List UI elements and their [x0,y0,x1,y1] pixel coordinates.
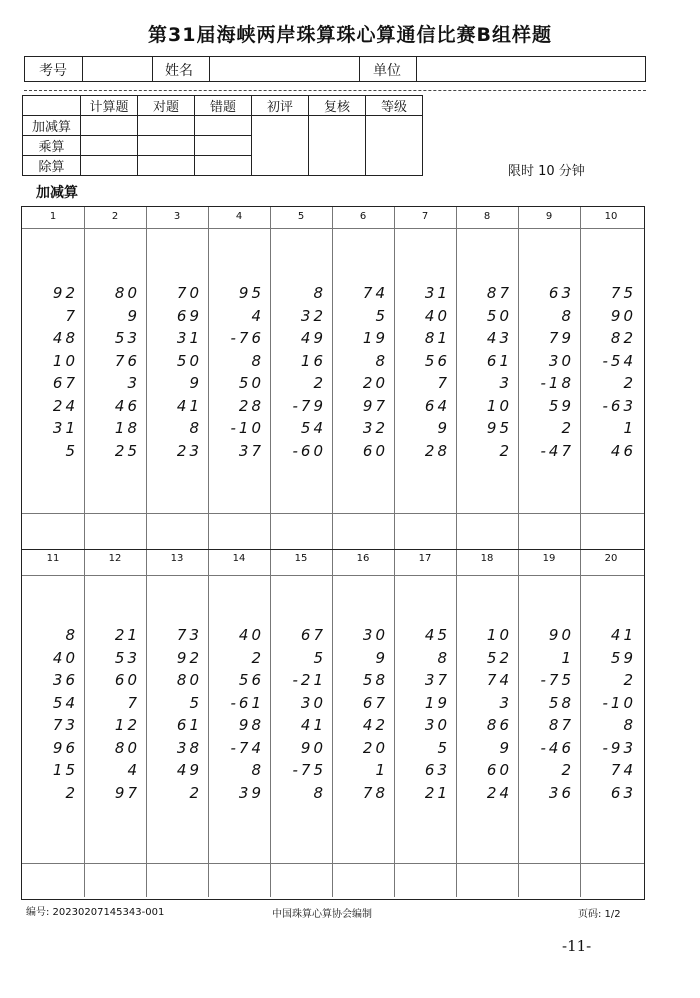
problem-number: 15 [294,553,308,564]
problem-value: 82 [610,329,636,347]
score-cell[interactable] [138,116,195,136]
serial-number: 编号: 20230207145343-001 [26,907,165,918]
problem-value: 67 [300,626,326,644]
problem-value: 30 [424,716,450,734]
problem-value: 40 [424,306,450,325]
problem-value: 8 [251,351,264,370]
page-number: -11- [562,937,592,955]
problem-value: 73 [52,716,78,734]
score-row-label: 加减算 [23,116,81,136]
problem-value: 86 [486,716,512,734]
problem-value: 96 [52,738,78,757]
problem-value: 9 [375,648,388,667]
problem-value: 50 [176,351,202,370]
problem-value: 60 [362,441,388,460]
cut-line [24,90,646,91]
score-cell[interactable] [138,156,195,176]
problem-value: 23 [176,441,202,460]
problem-value: -61 [230,693,264,712]
problem-value: 56 [238,671,264,689]
problem-value: -63 [602,396,636,415]
problem-value: 25 [114,441,140,460]
problem-value: 31 [424,284,450,302]
problem-value: 67 [52,374,78,392]
problem-value: 1 [623,419,636,437]
problem-value: 18 [114,419,140,437]
problem-value: 37 [238,441,264,460]
problem-value: 41 [300,716,326,734]
problem-value: 90 [300,738,326,757]
problem-value: 63 [548,284,574,302]
column-divider [208,207,209,897]
problem-value: 2 [251,648,264,667]
problem-value: 2 [561,419,574,437]
section-label: 加减算 [36,185,78,201]
answer-cell[interactable] [332,864,394,897]
problem-value: 9 [189,374,202,392]
problem-value: 80 [114,738,140,757]
problem-value: 28 [238,396,264,415]
problem-value: 2 [561,761,574,779]
problem-value: 3 [127,374,140,392]
problem-value: 2 [189,783,202,802]
problem-value: 20 [362,738,388,757]
problem-value: -10 [230,419,264,437]
score-header: 复核 [309,96,366,116]
problem-value: 9 [127,306,140,325]
answer-cell[interactable] [84,514,146,548]
problem-number: 10 [604,211,618,222]
answer-cell[interactable] [518,864,580,897]
answer-cell[interactable] [394,514,456,548]
problem-value: 2 [65,783,78,802]
problem-value: 3 [499,693,512,712]
problem-value: 61 [176,716,202,734]
answer-cell[interactable] [580,864,642,897]
problem-value: 21 [424,783,450,802]
answer-cell[interactable] [518,514,580,548]
problem-value: 32 [362,419,388,437]
time-limit: 限时 10 分钟 [508,164,585,179]
problem-value: 5 [65,441,78,460]
problem-value: 45 [424,626,450,644]
column-divider [270,207,271,897]
problem-value: 2 [623,374,636,392]
problem-value: 2 [313,374,326,392]
grid-rule [22,575,644,576]
column-divider [518,207,519,897]
problem-value: 61 [486,351,512,370]
problem-value: 78 [362,783,388,802]
problem-value: 8 [251,761,264,779]
problem-value: 10 [52,351,78,370]
problem-number: 1 [49,211,57,222]
problem-number: 5 [297,211,305,222]
problem-value: 56 [424,351,450,370]
problem-number: 12 [108,553,122,564]
problem-value: 59 [610,648,636,667]
candidate-info-box [24,56,646,82]
answer-cell[interactable] [208,514,270,548]
problem-value: 21 [114,626,140,644]
problem-number: 18 [480,553,494,564]
score-cell[interactable] [81,156,138,176]
problem-value: 50 [486,306,512,325]
problem-value: 76 [114,351,140,370]
problem-value: 87 [548,716,574,734]
score-cell[interactable] [195,116,252,136]
answer-cell[interactable] [394,864,456,897]
problem-value: -75 [292,761,326,779]
answer-cell[interactable] [456,864,518,897]
problem-value: 75 [610,284,636,302]
problem-value: 4 [251,306,264,325]
problem-value: 10 [486,396,512,415]
problem-value: 52 [486,648,512,667]
score-cell[interactable] [195,156,252,176]
problem-value: -54 [602,351,636,370]
problem-value: 31 [176,329,202,347]
problem-value: 9 [437,419,450,437]
problem-value: 73 [176,626,202,644]
problem-value: 5 [375,306,388,325]
problem-value: -93 [602,738,636,757]
problem-value: 8 [437,648,450,667]
problem-value: 4 [127,761,140,779]
problem-value: 92 [176,648,202,667]
score-cell-grade[interactable] [366,116,423,176]
column-divider [456,207,457,897]
answer-cell[interactable] [146,864,208,897]
problem-value: 31 [52,419,78,437]
problem-value: 58 [548,693,574,712]
problem-value: 39 [238,783,264,802]
score-table [22,95,423,176]
problem-value: 87 [486,284,512,302]
problem-value: 97 [114,783,140,802]
problem-value: 2 [499,441,512,460]
problem-value: 90 [610,306,636,325]
problem-number: 8 [483,211,491,222]
problem-number: 7 [421,211,429,222]
problem-value: -10 [602,693,636,712]
problem-value: 60 [486,761,512,779]
problem-number: 9 [545,211,553,222]
score-cell[interactable] [195,136,252,156]
problem-value: 2 [623,671,636,689]
page-indicator: 页码: 1/2 [578,909,621,920]
problem-value: 43 [486,329,512,347]
problem-value: 41 [176,396,202,415]
score-header: 错题 [195,96,252,116]
problem-number: 16 [356,553,370,564]
grid-rule [22,549,644,550]
page-title: 第31届海峡两岸珠算珠心算通信比赛B组样题 [148,24,552,46]
problem-value: -60 [292,441,326,460]
problem-value: 80 [176,671,202,689]
problem-number: 19 [542,553,556,564]
column-divider [84,207,85,897]
problem-value: 30 [300,693,326,712]
problem-value: 41 [610,626,636,644]
problem-value: 80 [114,284,140,302]
problem-value: 5 [313,648,326,667]
problem-value: 37 [424,671,450,689]
problem-value: 24 [52,396,78,415]
problem-value: 74 [362,284,388,302]
problem-value: 38 [176,738,202,757]
problem-value: 90 [548,626,574,644]
problem-number: 4 [235,211,243,222]
problem-value: 46 [610,441,636,460]
problem-value: 95 [238,284,264,302]
score-cell[interactable] [81,116,138,136]
problem-value: 19 [362,329,388,347]
problem-value: 8 [189,419,202,437]
problem-value: 30 [548,351,574,370]
problem-number: 17 [418,553,432,564]
problem-number: 6 [359,211,367,222]
problem-number: 3 [173,211,181,222]
problem-value: 63 [610,783,636,802]
problem-number: 20 [604,553,618,564]
problem-value: 30 [362,626,388,644]
name-label: 姓名 [165,63,193,79]
problem-value: 59 [548,396,574,415]
problem-value: 40 [52,648,78,667]
problem-value: 15 [52,761,78,779]
problem-value: 5 [437,738,450,757]
problem-value: 16 [300,351,326,370]
problem-value: -74 [230,738,264,757]
problem-value: 32 [300,306,326,325]
problem-value: 50 [238,374,264,392]
problem-value: 5 [189,693,202,712]
problem-value: 67 [362,693,388,712]
problem-value: 70 [176,284,202,302]
problem-value: 98 [238,716,264,734]
problem-value: 36 [548,783,574,802]
problem-value: 1 [561,648,574,667]
column-divider [580,207,581,897]
score-table-corner [23,96,81,116]
score-cell-recheck[interactable] [309,116,366,176]
problem-value: 8 [313,783,326,802]
problem-value: 9 [499,738,512,757]
problem-value: 8 [313,284,326,302]
problem-value: -47 [540,441,574,460]
problem-value: 8 [623,716,636,734]
problem-grid [21,206,645,900]
problem-value: 54 [52,693,78,712]
score-row-label: 乘算 [23,136,81,156]
problem-value: -21 [292,671,326,689]
problem-number: 2 [111,211,119,222]
problem-value: -75 [540,671,574,689]
problem-value: 49 [176,761,202,779]
problem-value: 53 [114,329,140,347]
answer-cell[interactable] [270,864,332,897]
score-row-label: 除算 [23,156,81,176]
problem-value: 24 [486,783,512,802]
exam-no-label: 考号 [39,63,67,79]
score-cell[interactable] [81,136,138,156]
problem-value: 53 [114,648,140,667]
score-cell-initial-review[interactable] [252,116,309,176]
answer-cell[interactable] [456,514,518,548]
problem-value: 8 [561,306,574,325]
problem-value: 92 [52,284,78,302]
problem-value: 81 [424,329,450,347]
problem-value: 28 [424,441,450,460]
problem-value: 60 [114,671,140,689]
score-cell[interactable] [138,136,195,156]
problem-value: 63 [424,761,450,779]
column-divider [146,207,147,897]
grid-rule [22,228,644,229]
problem-value: 95 [486,419,512,437]
problem-value: 20 [362,374,388,392]
problem-value: 19 [424,693,450,712]
problem-number: 11 [46,553,60,564]
score-header: 等级 [366,96,423,116]
problem-value: -46 [540,738,574,757]
problem-value: 7 [65,306,78,325]
problem-value: 46 [114,396,140,415]
problem-value: 3 [499,374,512,392]
problem-value: -76 [230,329,264,347]
problem-value: 12 [114,716,140,734]
problem-value: 64 [424,396,450,415]
problem-value: -18 [540,374,574,392]
problem-value: -79 [292,396,326,415]
problem-value: 97 [362,396,388,415]
column-divider [332,207,333,897]
problem-value: 42 [362,716,388,734]
problem-value: 74 [610,761,636,779]
problem-value: 8 [375,351,388,370]
problem-value: 58 [362,671,388,689]
problem-value: 36 [52,671,78,689]
score-header: 对题 [138,96,195,116]
problem-value: 7 [127,693,140,712]
problem-value: 8 [65,626,78,644]
problem-value: 49 [300,329,326,347]
answer-cell[interactable] [580,514,642,548]
answer-cell[interactable] [146,514,208,548]
unit-label: 单位 [373,63,401,79]
answer-cell[interactable] [208,864,270,897]
problem-value: 69 [176,306,202,325]
problem-value: 79 [548,329,574,347]
problem-value: 10 [486,626,512,644]
answer-cell[interactable] [270,514,332,548]
column-divider [394,207,395,897]
answer-cell[interactable] [84,864,146,897]
problem-value: 74 [486,671,512,689]
answer-cell[interactable] [22,514,84,548]
score-header: 计算题 [81,96,138,116]
problem-number: 13 [170,553,184,564]
answer-cell[interactable] [332,514,394,548]
answer-cell[interactable] [22,864,84,897]
publisher: 中国珠算心算协会编制 [272,909,372,920]
problem-value: 54 [300,419,326,437]
score-header: 初评 [252,96,309,116]
problem-number: 14 [232,553,246,564]
problem-value: 48 [52,329,78,347]
problem-value: 40 [238,626,264,644]
problem-value: 7 [437,374,450,392]
problem-value: 1 [375,761,388,779]
